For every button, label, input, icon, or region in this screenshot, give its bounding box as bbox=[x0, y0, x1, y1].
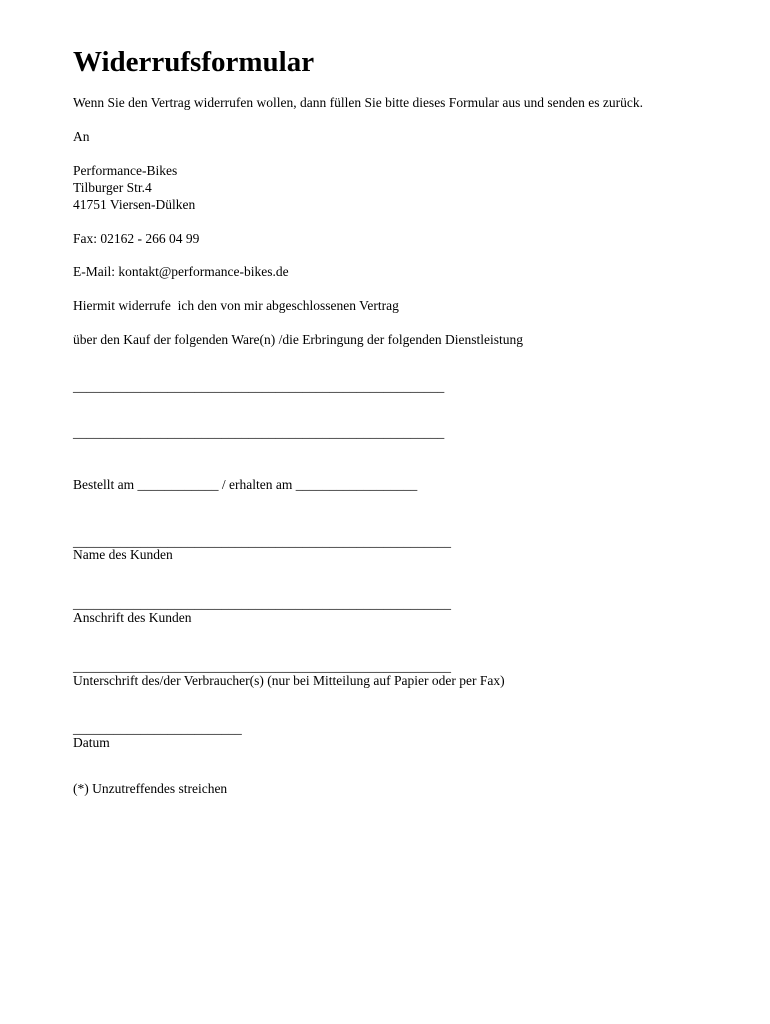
goods-services-statement: über den Kauf der folgenden Ware(n) /die Erbringung der folgenden Dienstleistung bbox=[73, 332, 524, 347]
date-label: Datum bbox=[73, 735, 110, 750]
ordered-received-dates: Bestellt am ____________ / erhalten am __________________ bbox=[73, 477, 418, 492]
recipient-label: An bbox=[73, 129, 90, 144]
fax-number: Fax: 02162 - 266 04 99 bbox=[73, 231, 200, 246]
date-line: _________________________ bbox=[73, 721, 242, 736]
customer-address-line: ________________________________________________________ bbox=[73, 596, 451, 611]
goods-entry-line-2: _______________________________________________________ bbox=[73, 425, 445, 440]
intro-text: Wenn Sie den Vertrag widerrufen wollen, dann füllen Sie bitte dieses Formular aus und senden es zurück. bbox=[73, 95, 644, 110]
page-title: Widerrufsformular bbox=[73, 46, 315, 78]
customer-name-label: Name des Kunden bbox=[73, 547, 173, 562]
signature-label: Unterschrift des/der Verbraucher(s) (nur bei Mitteilung auf Papier oder per Fax) bbox=[73, 673, 505, 688]
customer-address-label: Anschrift des Kunden bbox=[73, 610, 192, 625]
footnote: (*) Unzutreffendes streichen bbox=[73, 781, 228, 796]
goods-entry-line-1: _______________________________________________________ bbox=[73, 379, 445, 394]
customer-name-line: ________________________________________________________ bbox=[73, 534, 451, 549]
withdrawal-statement: Hiermit widerrufe ich den von mir abgeschlossenen Vertrag bbox=[73, 298, 399, 313]
recipient-city: 41751 Viersen-Dülken bbox=[73, 197, 196, 212]
recipient-street: Tilburger Str.4 bbox=[73, 180, 152, 195]
signature-line: ________________________________________________________ bbox=[73, 659, 451, 674]
email-address: E-Mail: kontakt@performance-bikes.de bbox=[73, 264, 289, 279]
recipient-company: Performance-Bikes bbox=[73, 163, 178, 178]
